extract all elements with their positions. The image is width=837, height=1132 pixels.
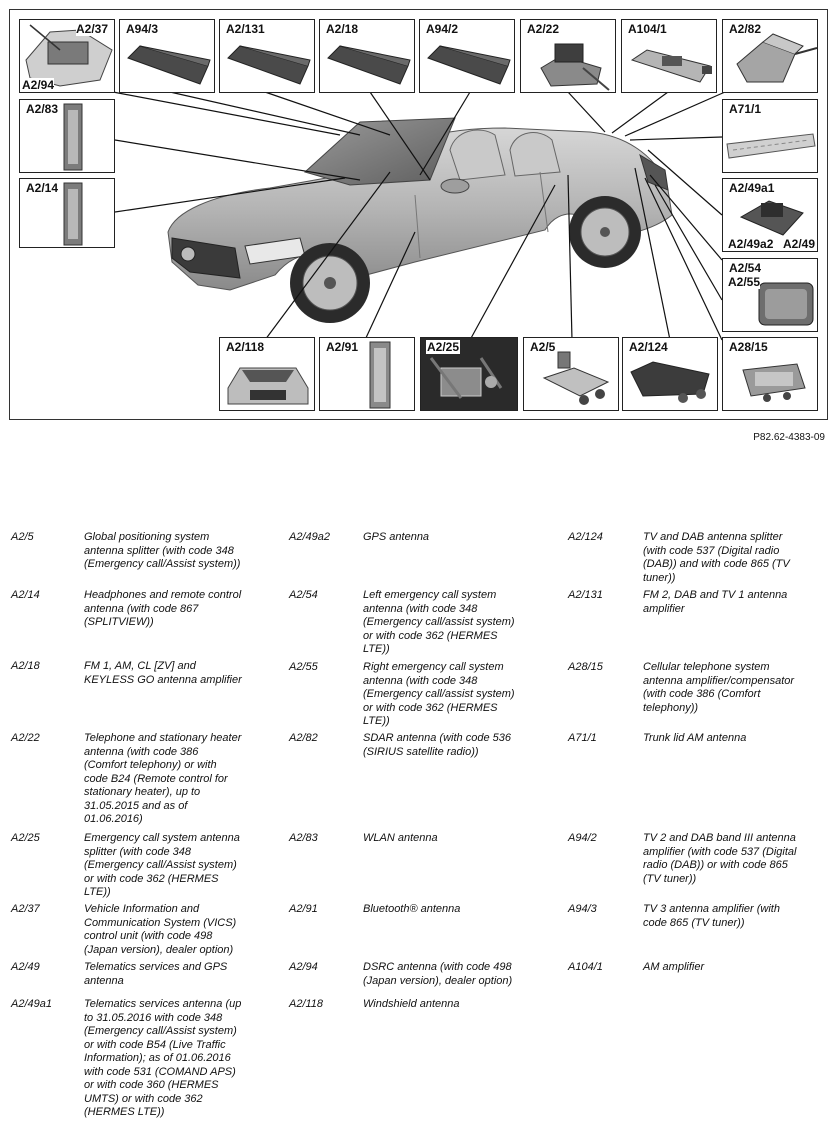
callout-label: A2/49a2 (728, 237, 774, 251)
legend-code: A2/49a2 (289, 531, 330, 543)
callout-label: A2/55 (728, 275, 761, 289)
legend-description: Trunk lid AM antenna (643, 732, 747, 744)
callout-label: A2/49a1 (729, 181, 775, 195)
legend-description: Right emergency call system antenna (with code 348 (Emergency call/assist system) or with code 362 (HERMES LTE)) (363, 661, 515, 727)
legend-code: A2/37 (11, 903, 40, 915)
legend-code: A2/83 (289, 832, 318, 844)
legend-code: A2/118 (289, 998, 324, 1010)
callout-label: A2/22 (527, 22, 560, 36)
legend-code: A104/1 (568, 961, 603, 973)
legend-description: GPS antenna (363, 531, 430, 543)
legend-description: FM 2, DAB and TV 1 antenna amplifier (643, 589, 788, 615)
callout-label: A2/25 (427, 340, 460, 354)
legend-code: A2/55 (289, 661, 318, 673)
legend-description: FM 1, AM, CL [ZV] and KEYLESS GO antenna amplifier (84, 660, 242, 686)
legend-description: AM amplifier (643, 961, 705, 973)
legend-description: SDAR antenna (with code 536 (SIRIUS satellite radio)) (363, 732, 511, 758)
legend-description: Telematics services antenna (up to 31.05.2016 with code 348 (Emergency call/Assist system) or with code B54 (Live Traffic Information); as of 01.06.2016 with code 531 (COMAND APS) or with code 360 (HERMES UMTS) or with code 362 (HERMES LTE)) (84, 998, 242, 1118)
callout-label: A71/1 (729, 102, 762, 116)
legend-description: WLAN antenna (363, 832, 438, 844)
callout-label: A2/94 (22, 78, 55, 92)
legend-code: A2/5 (11, 531, 34, 543)
callout-label: A2/37 (76, 22, 109, 36)
legend-description: TV 3 antenna amplifier (with code 865 (TV tuner)) (643, 903, 780, 929)
callout-label: A2/124 (629, 340, 668, 354)
legend-code: A2/91 (289, 903, 318, 915)
legend-code: A2/49 (11, 961, 40, 973)
legend-code: A94/3 (568, 903, 597, 915)
legend-code: A2/131 (568, 589, 603, 601)
legend-code: A2/82 (289, 732, 318, 744)
legend-description: Telephone and stationary heater antenna (with code 386 (Comfort telephony) or with code B24 (Remote control for stationary heater), up to 31.05.2015 and as of 01.06.2016) (84, 732, 242, 825)
legend-code: A94/2 (568, 832, 597, 844)
legend-description: Cellular telephone system antenna amplifier/compensator (with code 386 (Comfort telephony)) (643, 661, 795, 714)
callout-label: A94/3 (126, 22, 159, 36)
legend-code: A2/18 (11, 660, 40, 672)
legend-description: Bluetooth® antenna (363, 903, 461, 915)
callout-label: A28/15 (729, 340, 768, 354)
callout-label: A2/91 (326, 340, 359, 354)
callout-label: A94/2 (426, 22, 459, 36)
legend-description: DSRC antenna (with code 498 (Japan version), dealer option) (363, 961, 513, 987)
legend-code: A2/14 (11, 589, 40, 601)
callout-label: A2/131 (226, 22, 265, 36)
legend-description: Vehicle Information and Communication System (VICS) control unit (with code 498 (Japan version), dealer option) (84, 903, 237, 956)
callout-label: A2/54 (729, 261, 762, 275)
callout-label: A2/82 (729, 22, 762, 36)
legend-description: Left emergency call system antenna (with code 348 (Emergency call/assist system) or with code 362 (HERMES LTE)) (363, 589, 515, 655)
legend-description: Emergency call system antenna splitter (with code 348 (Emergency call/Assist system) or with code 362 (HERMES LTE)) (84, 832, 240, 898)
legend-code: A71/1 (568, 732, 597, 744)
legend-code: A2/49a1 (11, 998, 52, 1010)
callout-label: A2/83 (26, 102, 59, 116)
legend-description: Headphones and remote control antenna (with code 867 (SPLITVIEW)) (84, 589, 242, 628)
legend-description: Telematics services and GPS antenna (84, 961, 228, 987)
legend-code: A2/22 (11, 732, 40, 744)
callout-label: A2/5 (530, 340, 556, 354)
legend-code: A2/94 (289, 961, 318, 973)
legend-description: TV and DAB antenna splitter (with code 537 (Digital radio (DAB)) and with code 865 (TV tuner)) (643, 531, 790, 584)
legend-code: A2/25 (11, 832, 40, 844)
legend-description: TV 2 and DAB band III antenna amplifier (with code 537 (Digital radio (DAB)) or with code 865 (TV tuner)) (643, 832, 797, 885)
legend-code: A28/15 (568, 661, 603, 673)
figure-reference: P82.62-4383-09 (753, 432, 825, 443)
callout-label: A2/18 (326, 22, 359, 36)
legend-description: Windshield antenna (363, 998, 460, 1010)
legend-code: A2/54 (289, 589, 318, 601)
callout-label: A2/118 (226, 340, 265, 354)
legend-code: A2/124 (568, 531, 603, 543)
callout-label: A2/49 (783, 237, 816, 251)
legend-description: Global positioning system antenna splitter (with code 348 (Emergency call/Assist system)) (84, 531, 241, 570)
callout-label: A104/1 (628, 22, 667, 36)
callout-label: A2/14 (26, 181, 59, 195)
